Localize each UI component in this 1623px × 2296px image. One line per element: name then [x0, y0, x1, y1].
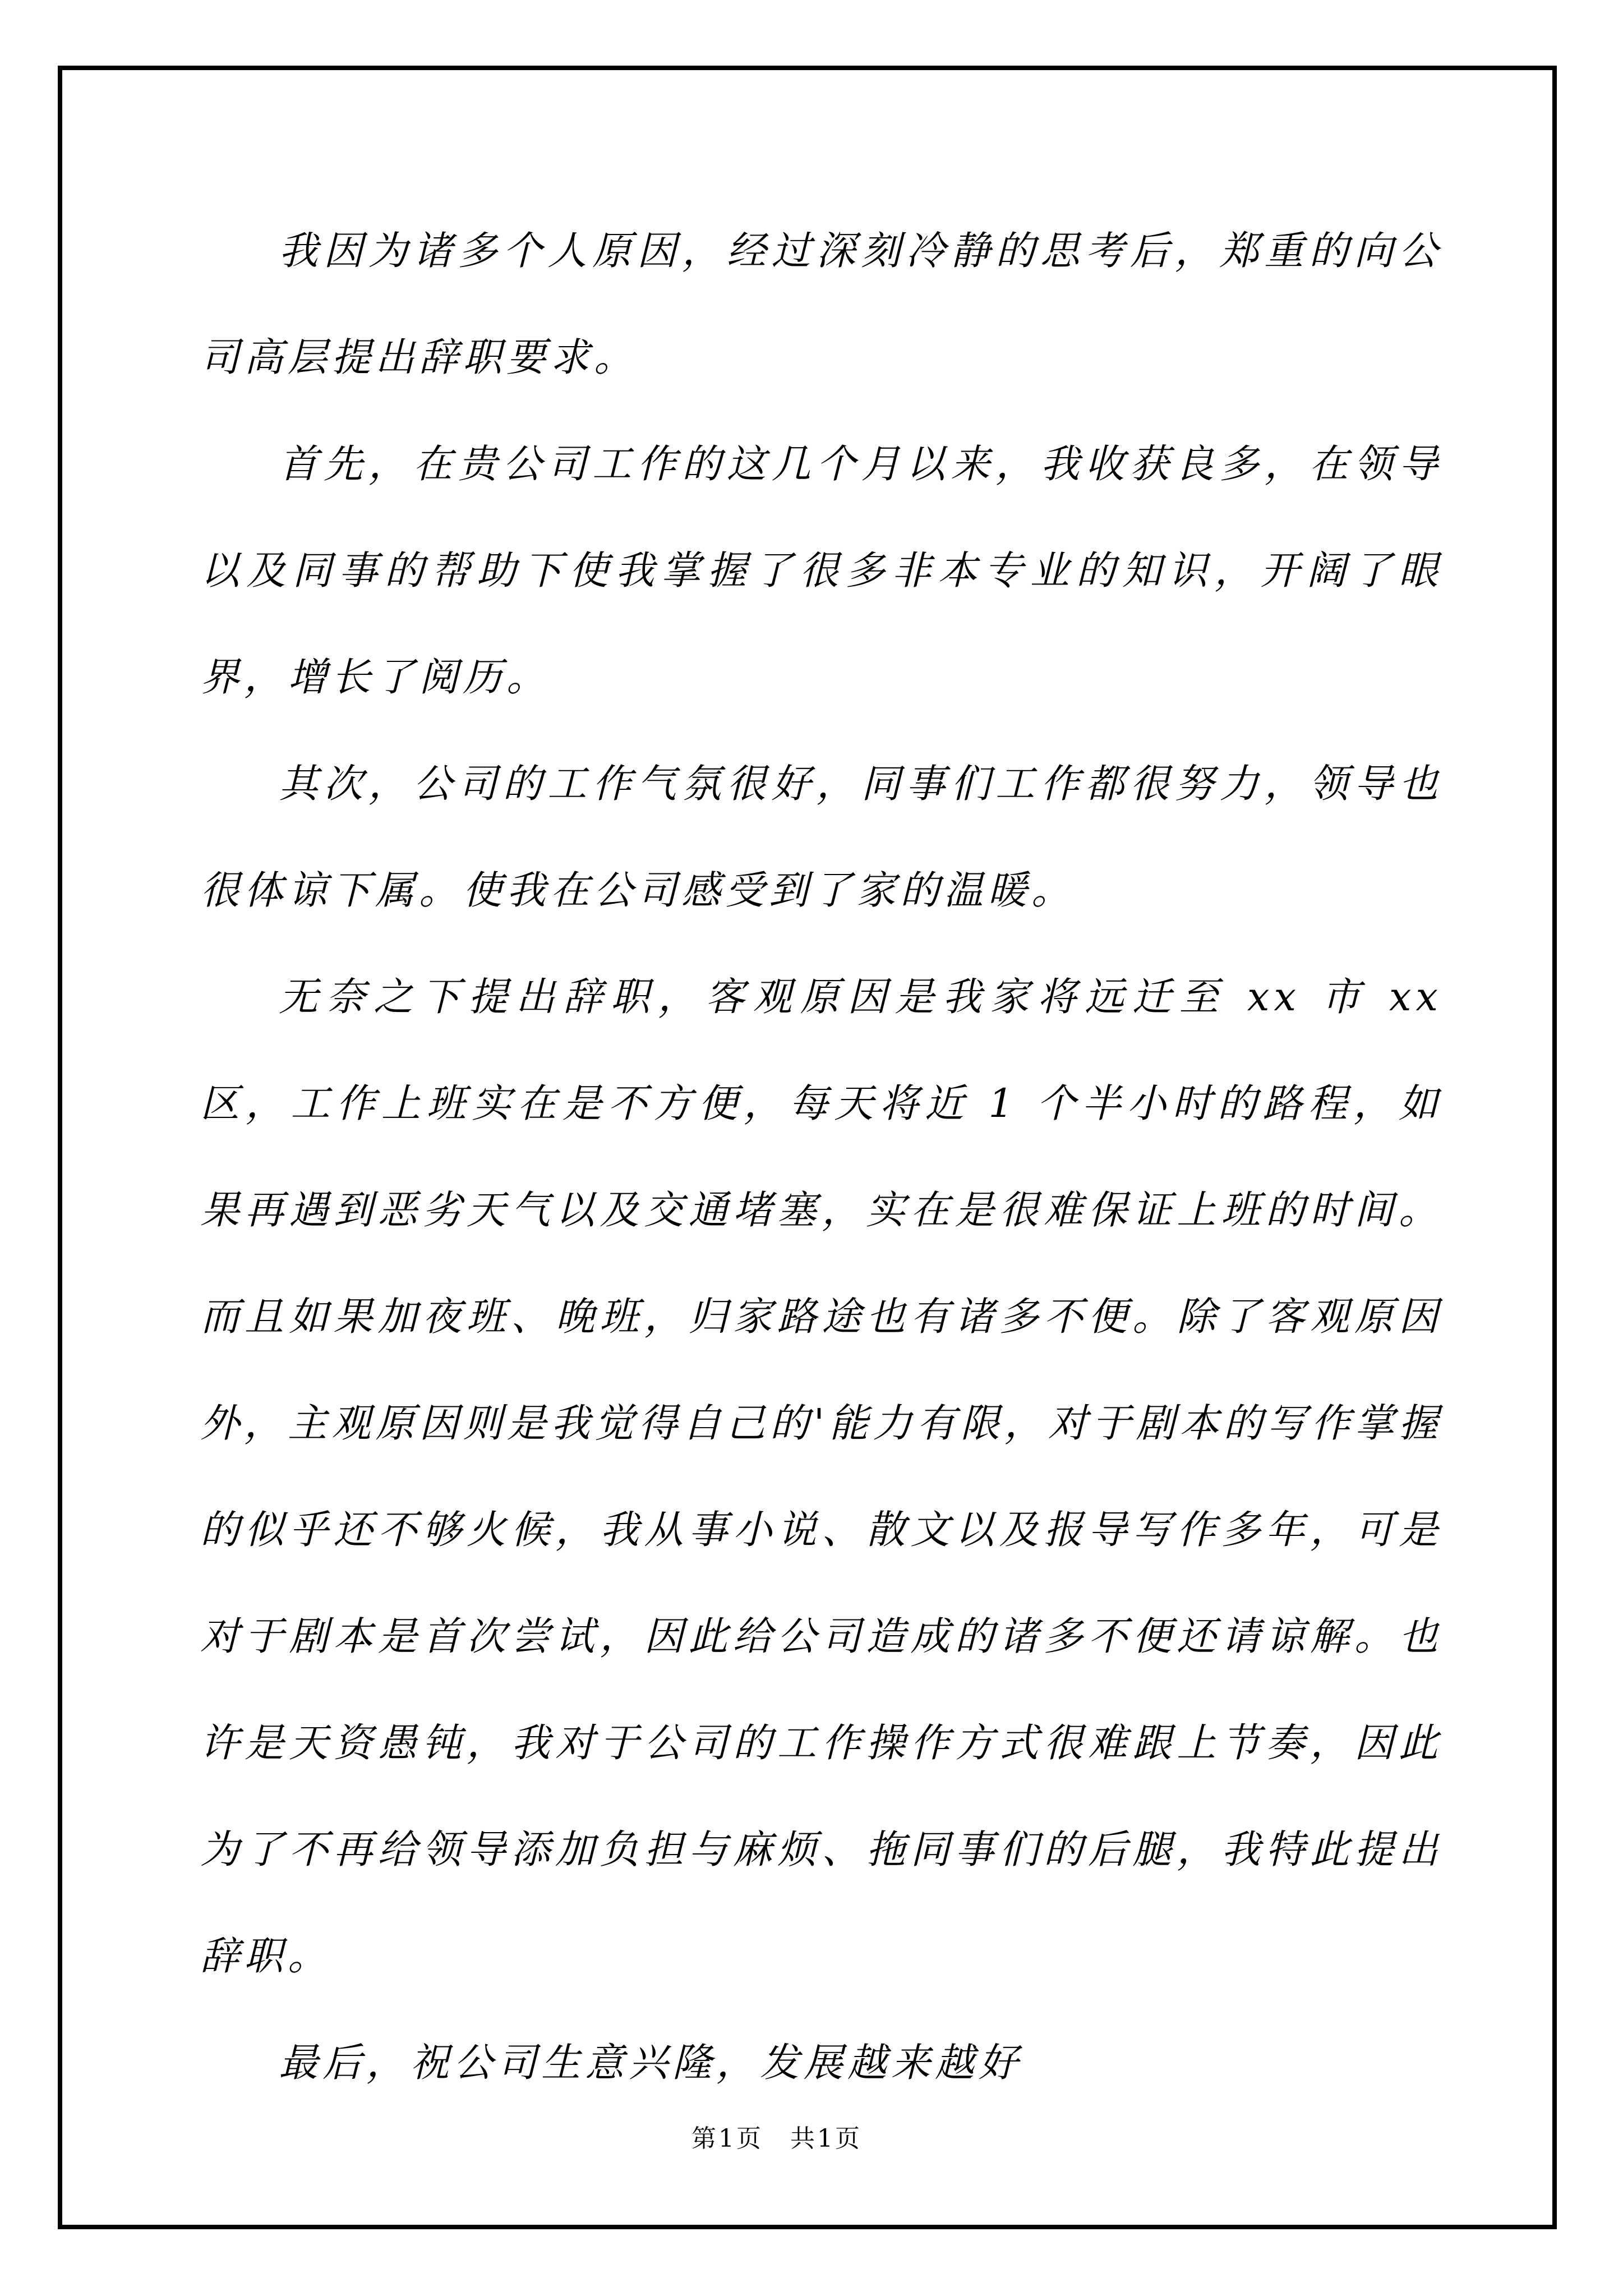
page-footer: [0, 2119, 1553, 2159]
page-number-label: 第1页 共1页: [691, 2124, 862, 2153]
document-body: [200, 197, 1442, 2116]
paragraph-3: 其次，公司的工作气氛很好，同事们工作都很努力，领导也很体谅下属。使我在公司感受到了家的温暖。: [200, 761, 1442, 913]
paragraph-5: 最后，祝公司生意兴隆，发展越来越好: [279, 2040, 1022, 2086]
paragraph-4: 无奈之下提出辞职，客观原因是我家将远迁至 xx 市 xx 区，工作上班实在是不方便，每天将近 1 个半小时的路程，如果再遇到恶劣天气以及交通堵塞，实在是很难保证上班的时间。而且如果加夜班、晚班，归家路途也有诸多不便。除了客观原因外，主观原因则是我觉得自己的'能力有限，对于剧本的写作掌握的似乎还不够火候，我从事小说、散文以及报导写作多年，可是对于剧本是首次尝试，因此给公司造成的诸多不便还请谅解。也许是天资愚钝，我对于公司的工作操作方式很难跟上节奏，因此为了不再给领导添加负担与麻烦、拖同事们的后腿，我特此提出辞职。: [200, 974, 1442, 1979]
paragraph-2: 首先，在贵公司工作的这几个月以来，我收获良多，在领导以及同事的帮助下使我掌握了很多非本专业的知识，开阔了眼界，增长了阅历。: [200, 441, 1442, 700]
paragraph-1: 我因为诸多个人原因，经过深刻冷静的思考后，郑重的向公司高层提出辞职要求。: [200, 228, 1442, 380]
